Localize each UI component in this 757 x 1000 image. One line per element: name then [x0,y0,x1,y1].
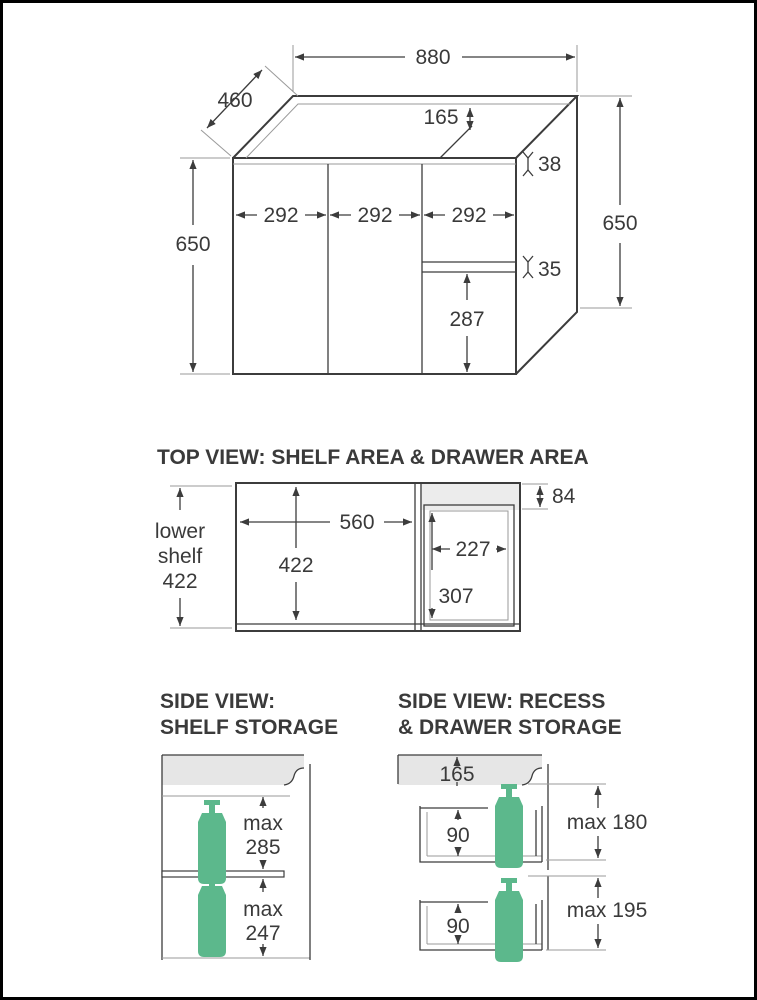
cabinet-side [516,96,577,374]
side-shelf-title-line-2: SHELF STORAGE [160,716,339,739]
cabinet-depth-label: 460 [217,89,253,112]
top-rail-label: 38 [538,153,562,176]
cabinet-dimensions [175,45,637,374]
bottle-upper-drawer [495,784,523,868]
drawer-height-label: 287 [449,308,485,331]
lower-shelf-word-1: lower [154,520,206,543]
door-width-1: 292 [263,204,299,227]
upper-storage-max: max 180 [566,811,648,834]
side-recess-title-line-1: SIDE VIEW: RECESS [398,690,606,713]
bottle-upper [198,800,226,884]
door-width-2: 292 [357,204,393,227]
shelf-width-label: 560 [339,511,375,534]
outer-border [2,2,756,999]
recess-depth-label: 84 [552,485,576,508]
recess-165-label: 165 [439,763,475,786]
door-width-3: 292 [451,204,487,227]
drawer-depth-label: 307 [438,585,474,608]
shelf-upper-value: 285 [245,836,281,859]
lower-drawer-height: 90 [446,915,470,938]
top-view-title: TOP VIEW: SHELF AREA & DRAWER AREA [157,446,589,469]
cabinet-front [233,158,516,374]
drawer-width-label: 227 [455,538,491,561]
lower-shelf-word-2: shelf [157,545,203,568]
side-recess-title-line-2: & DRAWER STORAGE [398,716,622,739]
lower-storage-max: max 195 [566,899,648,922]
side-recess-drawing [398,755,548,962]
upper-drawer-height: 90 [446,824,470,847]
shelf-depth-label: 422 [278,554,314,577]
lower-shelf-value: 422 [162,570,198,593]
cabinet-width-label: 880 [415,46,451,69]
bottle-lower-drawer [495,878,523,962]
cabinet-recess-label: 165 [423,106,459,129]
cabinet-top [233,96,577,158]
shelf-upper-max: max [243,812,283,835]
side-recess-dimensions [439,757,647,950]
side-shelf-title-line-1: SIDE VIEW: [160,690,276,713]
shelf-lower-value: 247 [245,922,281,945]
bottle-lower [198,873,226,957]
shelf-lower-max: max [243,898,283,921]
height-left-label: 650 [175,233,211,256]
height-right-label: 650 [602,212,638,235]
drawer-gap-label: 35 [538,258,562,281]
side-shelf-drawing [162,755,310,960]
cabinet-drawing [233,96,577,374]
